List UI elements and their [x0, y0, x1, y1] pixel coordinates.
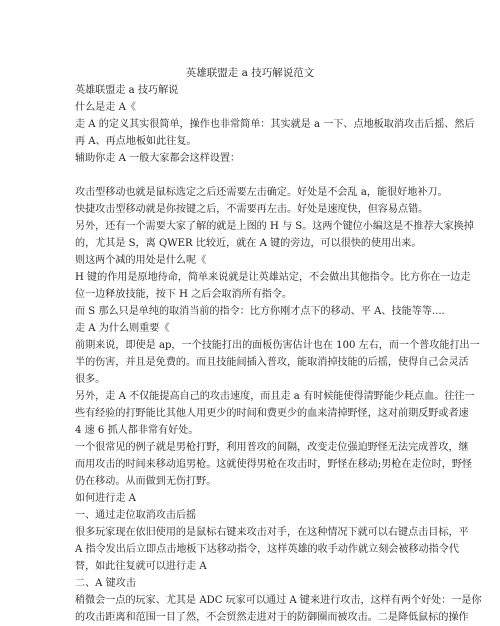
text-line: 一、通过走位取消攻击后摇: [75, 510, 197, 521]
text-line: 攻击型移动也就是鼠标选定之后还需要左击确定。好处是不会乱 a，能很好地补刀。: [75, 187, 448, 198]
text-line: 如何进行走 A: [75, 493, 136, 504]
text-line: 些有经验的打野能比其他人用更少的时间和费更少的血来清掉野怪，这对前期反野或者速: [75, 408, 469, 419]
text-line: 的，尤其是 S，离 QWER 比较近，就在 A 键的旁边，可以很快的使用出来。: [75, 238, 422, 249]
text-line: 则这两个减的用处是什么呢《: [75, 255, 207, 266]
text-line: H 键的作用是原地待命，简单来说就是让英雄站定，不会做出其他指令。比方你在一边走: [75, 272, 471, 283]
text-line: 英雄联盟走 a 技巧解说: [75, 85, 179, 96]
text-line: 一个很常见的例子就是男枪打野，利用普攻的间隔，改变走位强迫野怪无法完成普攻，继: [75, 442, 469, 453]
text-line: 的攻击距离和范围一目了然，不会贸然走进对于的防御圈而被攻击。二是降低鼠标的操作: [75, 612, 469, 623]
text-line: 稍微会一点的玩家、尤其是 ADC 玩家可以通过 A 键来进行攻击，这样有两个好处：一是你: [75, 595, 482, 606]
text-line: 快捷攻击型移动就是你按键之后，不需要再左击。好处是速度快，但容易点错。: [75, 204, 429, 215]
document-body: [75, 82, 482, 626]
text-line: 什么是走 A《: [75, 102, 136, 113]
text-line: 很多玩家现在依旧使用的是鼠标右键来攻击对手，在这种情况下就可以右键点击目标，平: [75, 527, 469, 538]
text-line: 很多。: [75, 374, 106, 385]
text-line: 二、A 键攻击: [75, 578, 136, 589]
text-line: 仍在移动。从而做到无伤打野。: [75, 476, 217, 487]
text-line: 前期来说，即使是 ap，一个技能打出的面板伤害估计也在 100 左右，而一个普攻能打出一: [75, 340, 480, 351]
text-line: 另外，走 A 不仅能提高自己的攻击速度，而且走 a 有时候能使得清野能少耗点血。往往一: [75, 391, 475, 402]
blank-line: [75, 167, 435, 184]
text-line: 半的伤害，并且是免费的。而且技能间插入普攻，能取消掉技能的后摇，使得自己会灵活: [75, 357, 469, 368]
text-line: 而用攻击的时间来移动追男枪。这就使得男枪在攻击时，野怪在移动;男枪在走位时，野怪: [75, 459, 473, 470]
text-line: A 指令发出后立即点击地板下达移动指令，这样英雄的收手动作就立刻会被移动指令代: [75, 544, 459, 555]
text-line: 辅助你走 A 一般大家都会这样设置：: [75, 153, 241, 164]
document-title: 英雄联盟走 a 技巧解说范文: [185, 67, 315, 79]
text-line: 而 S 那么只是单纯的取消当前的指令：比方你刚才点下的移动、平 A、技能等等....: [75, 306, 445, 317]
text-line: 走 A 为什么则重要《: [75, 323, 170, 334]
text-line: 替，如此往复就可以进行走 A: [75, 561, 207, 572]
text-line: 4 速 6 抓人都非常有好处。: [75, 425, 199, 436]
text-line: 另外，还有一个需要大家了解的就是上图的 H 与 S。这两个键位小编这是不推荐大家换掉: [75, 221, 474, 232]
text-line: 再 A、再点地板如此往复。: [75, 136, 197, 147]
text-line: 走 A 的定义其实很简单，操作也非常简单：其实就是 a 一下、点地板取消攻击后摇、然后: [75, 119, 475, 130]
text-line: 位一边释放技能，按下 H 之后会取消所有指令。: [75, 289, 293, 300]
